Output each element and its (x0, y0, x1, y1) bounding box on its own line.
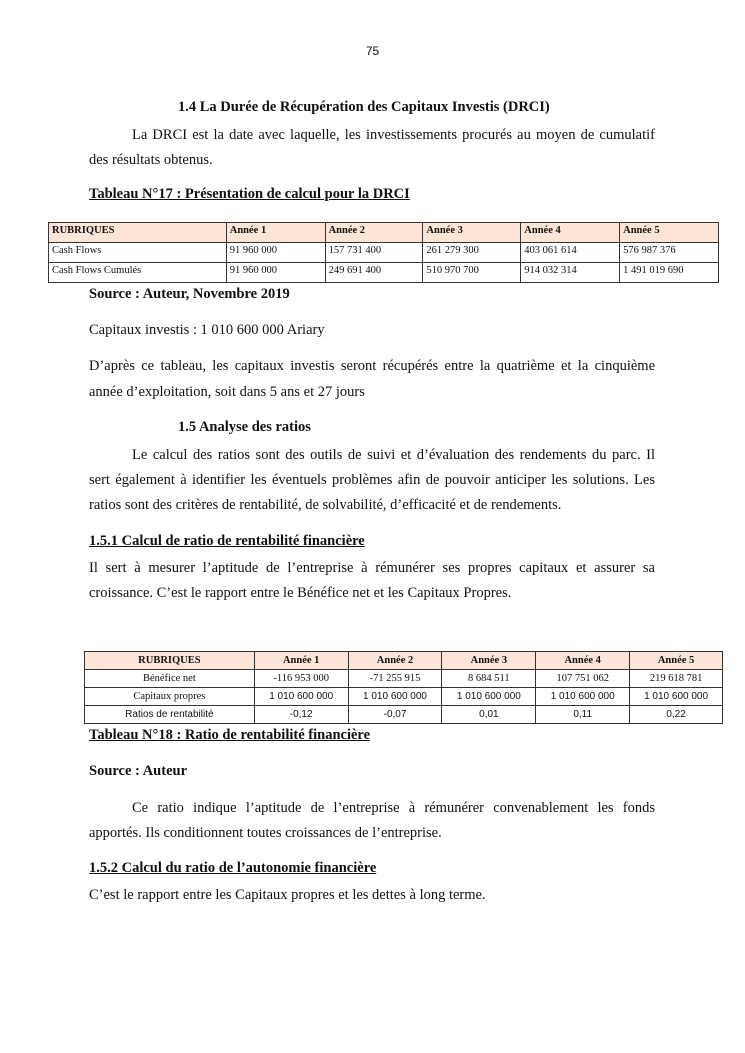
table-cell: 1 010 600 000 (254, 688, 348, 706)
rentabilite-line2: croissance. C’est le rapport entre le Bénéfice net et les Capitaux Propres. (89, 585, 512, 601)
table-header-cell: Année 5 (630, 652, 723, 670)
table-header-cell: Année 2 (348, 652, 442, 670)
ratios-line2: sert également à identifier les éventuels problèmes afin de pouvoir anticiper les solutions. Les (89, 472, 655, 488)
table-cell: 157 731 400 (325, 243, 423, 263)
table-cell: 1 010 600 000 (630, 688, 723, 706)
ratio-comment-line1: Ce ratio indique l’aptitude de l’entreprise à rémunérer convenablement les fonds (132, 800, 655, 816)
table-cell: Cash Flows Cumulés (49, 263, 227, 283)
table-cell: 91 960 000 (226, 243, 325, 263)
table-header-row (85, 652, 723, 670)
table-row (85, 706, 723, 724)
table18-title: Tableau N°18 : Ratio de rentabilité financière (89, 727, 371, 743)
table-cell: 91 960 000 (226, 263, 325, 283)
table-header-cell: Année 3 (423, 223, 521, 243)
table17-source: Source : Auteur, Novembre 2019 (89, 286, 290, 302)
table-header-cell: Année 4 (521, 223, 620, 243)
table-cell: 261 279 300 (423, 243, 521, 263)
table-cell: 510 970 700 (423, 263, 521, 283)
table-cell: 1 010 600 000 (442, 688, 536, 706)
drci-paragraph-line2: des résultats obtenus. (89, 152, 213, 168)
table-header-cell: RUBRIQUES (49, 223, 227, 243)
rentabilite-table (84, 651, 723, 724)
table17-title: Tableau N°17 : Présentation de calcul pour la DRCI (89, 186, 410, 202)
table-cell: 1 010 600 000 (536, 688, 630, 706)
rentabilite-line1: Il sert à mesurer l’aptitude de l’entreprise à rémunérer ses propres capitaux et assurer sa (89, 560, 655, 576)
autonomie-line1: C’est le rapport entre les Capitaux propres et les dettes à long terme. (89, 887, 486, 903)
table-cell: 914 032 314 (521, 263, 620, 283)
table-header-cell: Année 1 (226, 223, 325, 243)
table-cell: 107 751 062 (536, 670, 630, 688)
section-1-5-2-title: 1.5.2 Calcul du ratio de l’autonomie financière (89, 860, 377, 876)
table-row (49, 243, 719, 263)
table-cell: 1 010 600 000 (348, 688, 442, 706)
table-cell: 0,22 (630, 706, 723, 724)
table-cell: -0,12 (254, 706, 348, 724)
table-cell: 403 061 614 (521, 243, 620, 263)
table-row (85, 688, 723, 706)
section-1-4-title: 1.4 La Durée de Récupération des Capitaux Investis (DRCI) (178, 99, 550, 115)
table-cell: 576 987 376 (620, 243, 719, 263)
table-header-cell: Année 3 (442, 652, 536, 670)
table18-source: Source : Auteur (89, 763, 188, 779)
table-cell: 0,11 (536, 706, 630, 724)
table-cell: 1 491 019 690 (620, 263, 719, 283)
table-cell: Capitaux propres (85, 688, 255, 706)
drci-conclusion-line2: année d’exploitation, soit dans 5 ans et 27 jours (89, 384, 365, 400)
table-cell: 219 618 781 (630, 670, 723, 688)
table-row (49, 263, 719, 283)
page-number: 75 (365, 44, 380, 58)
table-cell: Cash Flows (49, 243, 227, 263)
table-cell: -116 953 000 (254, 670, 348, 688)
drci-paragraph-line1: La DRCI est la date avec laquelle, les investissements procurés au moyen de cumulatif (132, 127, 655, 143)
table-row (85, 670, 723, 688)
table-cell: -0,07 (348, 706, 442, 724)
section-1-5-1-title: 1.5.1 Calcul de ratio de rentabilité financière (89, 533, 365, 549)
table-header-cell: RUBRIQUES (85, 652, 255, 670)
table-cell: 8 684 511 (442, 670, 536, 688)
section-1-5-title: 1.5 Analyse des ratios (178, 419, 311, 435)
capitaux-investis: Capitaux investis : 1 010 600 000 Ariary (89, 322, 325, 338)
table-cell: 0,01 (442, 706, 536, 724)
drci-conclusion-line1: D’après ce tableau, les capitaux investis seront récupérés entre la quatrième et la cinquième (89, 358, 655, 374)
table-cell: Ratios de rentabilité (85, 706, 255, 724)
ratios-line1: Le calcul des ratios sont des outils de suivi et d’évaluation des rendements du parc. Il (132, 447, 655, 463)
table-header-cell: Année 4 (536, 652, 630, 670)
table-header-cell: Année 5 (620, 223, 719, 243)
ratio-comment-line2: apportés. Ils conditionnent toutes croissances de l’entreprise. (89, 825, 442, 841)
table-header-cell: Année 1 (254, 652, 348, 670)
table-cell: -71 255 915 (348, 670, 442, 688)
table-cell: 249 691 400 (325, 263, 423, 283)
drci-table (48, 222, 719, 283)
table-header-row (49, 223, 719, 243)
table-cell: Bénéfice net (85, 670, 255, 688)
table-header-cell: Année 2 (325, 223, 423, 243)
ratios-line3: ratios sont des critères de rentabilité, de solvabilité, d’efficacité et de rendements. (89, 497, 562, 513)
